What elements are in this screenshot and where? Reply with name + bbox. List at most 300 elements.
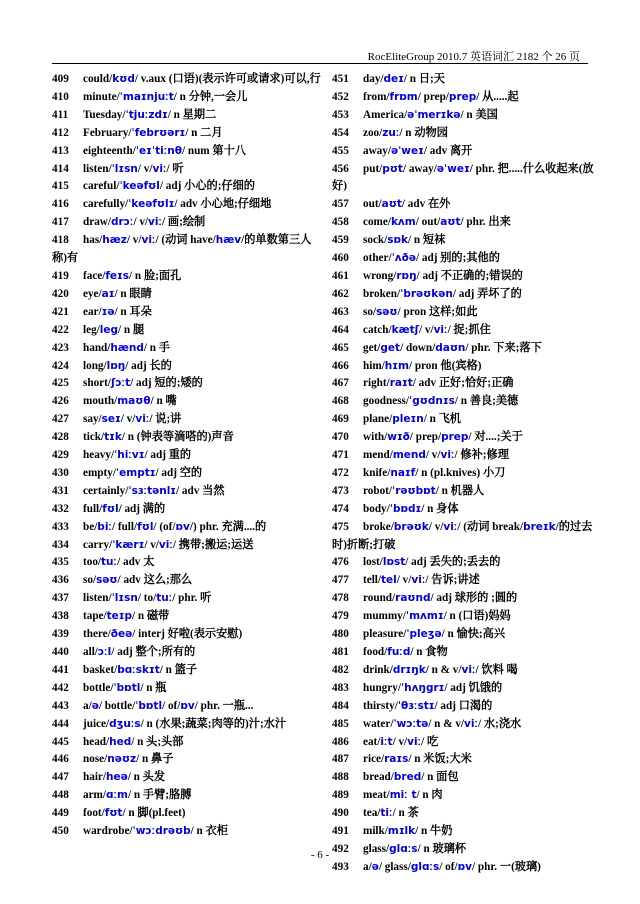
entry-text: / v/	[126, 234, 142, 247]
vocab-entry	[52, 340, 322, 358]
phonetic: fʊl	[137, 520, 154, 533]
entry-text: / 从.....起	[476, 90, 519, 103]
entry-text: full/	[83, 502, 103, 515]
phonetic: bɑːskɪt	[117, 663, 160, 676]
entry-number: 426	[52, 395, 69, 408]
entry-number: 441	[52, 663, 69, 676]
entry-number: 427	[52, 413, 69, 426]
entry-text: / 听	[166, 162, 184, 175]
entry-text: carry/	[83, 538, 113, 551]
entry-text: / v/	[428, 520, 444, 533]
entry-text: / phr. 下来;落下	[465, 341, 542, 354]
entry-text: basket/	[83, 663, 118, 676]
entry-text: / n 衣柜	[190, 825, 228, 838]
phonetic: aʊt	[381, 198, 402, 211]
right-column	[332, 71, 602, 877]
phonetic: ɒv	[175, 520, 190, 533]
entry-text: / phr. 一(玻璃)	[472, 860, 541, 873]
phonetic: naɪf	[390, 466, 416, 479]
entry-text: goodness/	[363, 395, 410, 408]
page-number: - 6 -	[310, 849, 330, 861]
entry-text: / n 磁带	[132, 610, 170, 623]
phonetic: raɪs	[384, 753, 409, 766]
entry-text: / n 肉	[416, 789, 443, 802]
entry-text: carefully/	[83, 198, 129, 211]
entry-number: 457	[332, 198, 349, 211]
entry-text: / n 分钟,一会儿	[173, 90, 248, 103]
entry-number: 493	[332, 860, 349, 873]
vocab-entry	[52, 447, 322, 465]
phonetic: ˈmʌmɪ	[405, 610, 444, 623]
entry-number: 464	[332, 323, 349, 336]
entry-text: / n 头发	[127, 771, 166, 784]
vocab-entry	[332, 322, 602, 340]
phonetic: heə	[106, 771, 128, 784]
phonetic: teɪp	[106, 610, 133, 623]
vocab-entry	[52, 89, 322, 107]
phonetic: ˈmaɪnjuːt	[119, 90, 174, 103]
entry-text: with/	[363, 431, 388, 444]
entry-text: / n 嘴	[150, 395, 177, 408]
entry-text: too/	[83, 556, 102, 569]
entry-number: 434	[52, 538, 69, 551]
entry-text: / 对....;关于	[468, 431, 523, 444]
entry-text: / n 脸;面孔	[129, 269, 182, 282]
entry-number: 460	[332, 252, 349, 265]
entry-number: 450	[52, 825, 69, 838]
vocab-entry	[52, 769, 322, 787]
entry-text: listen/	[83, 592, 112, 605]
phonetic: əˈweɪ	[436, 162, 470, 175]
phonetic: hæz	[102, 234, 127, 247]
vocab-entry	[52, 698, 322, 716]
entry-text: / adv 在外	[401, 198, 451, 211]
entry-text: long/	[83, 359, 107, 372]
vocab-entry	[332, 662, 602, 680]
entry-text: sock/	[363, 234, 388, 247]
entry-text: catch/	[363, 323, 392, 336]
vocab-entry	[52, 71, 322, 89]
phonetic: bred	[393, 771, 422, 784]
entry-number: 412	[52, 126, 69, 139]
vocab-entry	[332, 196, 602, 214]
vocab-entry	[52, 143, 322, 161]
entry-text: / n (口语)妈妈	[443, 610, 511, 623]
phonetic: fʊt	[104, 807, 123, 820]
vocab-entry	[52, 429, 322, 447]
entry-number: 433	[52, 520, 69, 533]
entry-text: short/	[83, 377, 111, 390]
entry-number: 461	[332, 269, 349, 282]
entry-text: empty/	[83, 466, 116, 479]
vocab-entry	[332, 519, 602, 555]
entry-text: bottle/	[83, 681, 114, 694]
entry-text: / v/	[396, 574, 412, 587]
page-header: RocEliteGroup 2010.7 英语词汇 2182 个 26 页	[367, 51, 580, 63]
entry-text: nose/	[83, 753, 108, 766]
entry-text: him/	[363, 359, 385, 372]
entry-number: 475	[332, 520, 349, 533]
vocab-entry	[52, 501, 322, 519]
entry-text: / n 动物园	[399, 126, 448, 139]
entry-text: / n 耳朵	[114, 305, 152, 318]
phonetic: ˈkeəfʊl	[119, 180, 160, 193]
entry-number: 418	[52, 234, 69, 247]
vocab-entry	[332, 161, 602, 197]
entry-text: / adj 饥饿的	[444, 681, 503, 694]
entry-text: / n 愉快;高兴	[441, 628, 506, 641]
entry-number: 452	[332, 90, 349, 103]
entry-text: hair/	[83, 771, 106, 784]
entry-number: 445	[52, 735, 69, 748]
phonetic: ˈeɪˈtiːnθ	[135, 144, 182, 157]
phonetic: frɒm	[389, 90, 418, 103]
entry-text: / n & v/	[425, 663, 462, 676]
entry-number: 454	[332, 126, 349, 139]
entry-number: 480	[332, 628, 349, 641]
phonetic: lɒst	[382, 556, 406, 569]
entry-text: foot/	[83, 807, 105, 820]
entry-text: / 饮料 喝	[475, 663, 518, 676]
entry-text: eighteenth/	[83, 144, 136, 157]
phonetic: mɪlk	[387, 825, 416, 838]
entry-text: / 水;浇水	[478, 717, 522, 730]
entry-text: / away/	[402, 162, 437, 175]
entry-number: 435	[52, 556, 69, 569]
entry-text: / interj 好啦(表示安慰)	[132, 628, 243, 641]
phonetic: ɔːl	[97, 646, 112, 658]
entry-text: / n 眼睛	[114, 287, 152, 300]
entry-text: glass/	[363, 842, 390, 855]
vocab-entry	[332, 71, 602, 89]
entry-text: drink/	[363, 663, 393, 676]
entry-text: careful/	[83, 180, 120, 193]
entry-number: 473	[332, 484, 349, 497]
phonetic: viː	[158, 538, 173, 551]
phonetic: viː	[440, 449, 455, 462]
vocab-entry	[52, 268, 322, 286]
entry-text: / of/	[162, 699, 181, 712]
vocab-entry	[332, 358, 602, 376]
entry-text: / n 星期二	[167, 108, 217, 121]
entry-text: / adv 当然	[176, 484, 225, 497]
phonetic: raɪt	[389, 377, 413, 390]
entry-text: so/	[83, 574, 97, 587]
phonetic: hed	[109, 735, 132, 748]
phonetic: viː	[443, 520, 458, 533]
phonetic: ˈbɒdɪ	[389, 502, 422, 515]
entry-text: / adj 短的;矮的	[130, 377, 203, 390]
vocab-entry	[52, 572, 322, 590]
entry-number: 431	[52, 484, 69, 497]
vocab-entry	[332, 268, 602, 286]
entry-number: 484	[332, 699, 349, 712]
entry-text: a/	[83, 699, 92, 712]
phonetic: iːt	[380, 735, 393, 748]
entry-text: mummy/	[363, 610, 406, 623]
vocab-entry	[332, 751, 602, 769]
entry-text: / 说;讲	[149, 413, 182, 426]
phonetic: glɑːs	[389, 842, 418, 855]
entry-text: / n (水果;蔬菜;肉等的)汁;水汁	[140, 717, 287, 730]
entry-text: / adv 小心地;仔细地	[174, 198, 272, 211]
entry-text: bread/	[363, 771, 394, 784]
phonetic: ˈkærɪ	[112, 538, 145, 551]
entry-number: 411	[52, 108, 69, 121]
entry-number: 491	[332, 825, 349, 838]
entry-text: / n 飞机	[423, 413, 461, 426]
phonetic: ɪə	[101, 305, 115, 318]
entry-text: / n 头;头部	[131, 735, 184, 748]
entry-number: 410	[52, 90, 69, 103]
entry-text: / v/	[392, 735, 408, 748]
entry-text: / adj 丢失的;丢去的	[405, 556, 501, 569]
entry-number: 488	[332, 771, 349, 784]
entry-text: / phr. 出来	[460, 216, 511, 229]
entry-text: wardrobe/	[83, 825, 133, 838]
entry-number: 492	[332, 842, 349, 855]
entry-text: mend/	[363, 449, 393, 462]
phonetic: ðeə	[110, 628, 133, 641]
entry-text: / adj 小心的;仔细的	[159, 180, 255, 193]
entry-text: /的过去时)折断;打破	[332, 520, 593, 551]
phonetic: ˈlɪsn	[111, 592, 138, 605]
vocab-entry	[52, 375, 322, 393]
entry-text: other/	[363, 252, 392, 265]
phonetic: daʊn	[435, 341, 466, 354]
entry-text: / n 茶	[392, 807, 419, 820]
phonetic: drɪŋk	[392, 663, 426, 676]
entry-number: 478	[332, 592, 349, 605]
vocab-entry	[52, 823, 322, 841]
entry-text: rice/	[363, 753, 385, 766]
entry-text: day/	[363, 73, 384, 85]
entry-number: 463	[332, 305, 349, 318]
entry-text: heavy/	[83, 449, 115, 462]
entry-text: /的单数第三人称)有	[52, 234, 312, 265]
entry-text: / adv 这么;那么	[117, 574, 193, 587]
entry-text: all/	[83, 646, 98, 658]
entry-text: / of/	[439, 860, 458, 873]
phonetic: prep	[441, 431, 469, 444]
vocab-entry	[52, 751, 322, 769]
phonetic: ˈsɜːtənlɪ	[128, 484, 177, 497]
entry-text: a/	[363, 860, 372, 873]
phonetic: aʊt	[440, 216, 461, 229]
vocab-entry	[52, 483, 322, 501]
entry-text: / out/	[415, 216, 441, 229]
entry-text: meat/	[363, 789, 390, 802]
phonetic: zuː	[382, 126, 400, 139]
vocab-entry	[332, 107, 602, 125]
vocab-entry	[332, 680, 602, 698]
entry-text: / 吃	[421, 735, 439, 748]
phonetic: viː	[461, 663, 476, 676]
entry-text: / adj 整个;所有的	[111, 646, 196, 658]
phonetic: raʊnd	[395, 592, 431, 605]
phonetic: ˈfebrʊərɪ	[131, 126, 186, 139]
entry-text: / n 善良;美德	[454, 395, 519, 408]
phonetic: miː t	[389, 789, 417, 802]
phonetic: mend	[392, 449, 426, 462]
entry-number: 443	[52, 699, 69, 712]
entry-number: 487	[332, 753, 349, 766]
entry-number: 425	[52, 377, 69, 390]
entry-number: 453	[332, 108, 349, 121]
entry-text: / prep/	[409, 431, 442, 444]
vocab-entry	[52, 805, 322, 823]
entry-text: milk/	[363, 825, 388, 838]
entry-text: thirsty/	[363, 699, 398, 712]
phonetic: tuː	[156, 592, 173, 605]
entry-number: 429	[52, 449, 69, 462]
entry-text: / pron 他(宾格)	[408, 359, 482, 372]
phonetic: viː	[148, 216, 163, 229]
entry-text: / pron 这样;如此	[397, 305, 478, 318]
vocab-entry	[332, 805, 602, 823]
phonetic: viː	[152, 162, 167, 175]
entry-text: put/	[363, 162, 383, 175]
entry-text: / 告诉;讲述	[425, 574, 480, 587]
vocab-entry	[332, 572, 602, 590]
entry-number: 438	[52, 610, 69, 623]
phonetic: pʊt	[382, 162, 403, 175]
entry-text: / phr. 听	[172, 592, 212, 605]
phonetic: viː	[411, 574, 426, 587]
phonetic: feɪs	[105, 269, 130, 282]
vocab-entry	[52, 107, 322, 125]
phonetic: ɒv	[180, 699, 195, 712]
phonetic: aɪ	[101, 287, 115, 300]
entry-text: / n 面包	[421, 771, 459, 784]
entry-text: certainly/	[83, 484, 129, 497]
entry-text: robot/	[363, 484, 393, 497]
entry-text: out/	[363, 198, 382, 211]
entry-number: 483	[332, 681, 349, 694]
entry-text: / adj 满的	[118, 502, 166, 515]
entry-number: 437	[52, 592, 69, 605]
phonetic: fuːd	[387, 646, 411, 658]
entry-text: / adj 别的;其他的	[416, 252, 500, 265]
entry-number: 421	[52, 305, 69, 318]
vocab-entry	[332, 608, 602, 626]
entry-text: from/	[363, 90, 390, 103]
vocab-entry	[332, 214, 602, 232]
vocab-entry	[52, 393, 322, 411]
phonetic: hɪm	[384, 359, 409, 372]
entry-number: 420	[52, 287, 69, 300]
entry-text: / n 身体	[421, 502, 459, 515]
vocab-entry	[52, 196, 322, 214]
vocab-entry	[332, 554, 602, 572]
phonetic: seɪ	[101, 413, 121, 426]
entry-number: 469	[332, 413, 349, 426]
entry-text: / n 短袜	[408, 234, 446, 247]
entry-text: / n 牛奶	[415, 825, 453, 838]
vocab-entry	[52, 680, 322, 698]
entry-text: has/	[83, 234, 103, 247]
entry-number: 442	[52, 681, 69, 694]
phonetic: lɒŋ	[106, 359, 126, 372]
entry-text: America/	[363, 108, 408, 121]
entry-text: / adv 离开	[423, 144, 473, 157]
phonetic: ˈlɪsn	[111, 162, 138, 175]
entry-number: 415	[52, 180, 69, 193]
phonetic: ˈbrəʊkən	[400, 287, 453, 300]
phonetic: wɪð	[387, 431, 410, 444]
entry-text: /) phr. 充满....的	[189, 520, 267, 533]
entry-text: / n 机器人	[435, 484, 485, 497]
entry-text: right/	[363, 377, 390, 390]
phonetic: sɒk	[387, 234, 408, 247]
entry-number: 417	[52, 216, 69, 229]
entry-number: 481	[332, 646, 349, 658]
phonetic: səʊ	[96, 574, 118, 587]
entry-number: 422	[52, 323, 69, 336]
entry-number: 413	[52, 144, 69, 157]
entry-text: Tuesday/	[83, 108, 126, 121]
entry-text: eat/	[363, 735, 381, 748]
vocab-entry	[332, 501, 602, 519]
vocab-entry	[52, 178, 322, 196]
entry-text: be/	[83, 520, 98, 533]
vocab-entry	[52, 662, 322, 680]
entry-text: / 修补;修理	[454, 449, 509, 462]
vocab-entry	[332, 429, 602, 447]
entry-text: hand/	[83, 341, 111, 354]
phonetic: ˈwɔːdrəʊb	[132, 825, 191, 838]
entry-number: 465	[332, 341, 349, 354]
phonetic: nəʊz	[107, 753, 137, 766]
phonetic: kʌm	[390, 216, 416, 229]
vocab-entry	[332, 823, 602, 841]
phonetic: ˈkeəfʊlɪ	[128, 198, 175, 211]
phonetic: tuː	[101, 556, 118, 569]
entry-text: come/	[363, 216, 391, 229]
entry-text: / n 日;天	[403, 73, 445, 85]
entry-text: / v/	[137, 162, 153, 175]
vocab-entry	[52, 286, 322, 304]
entry-text: / adj 不正确的;错误的	[416, 269, 523, 282]
vocab-entry	[332, 447, 602, 465]
entry-text: pleasure/	[363, 628, 407, 641]
entry-text: / n 玻璃杯	[417, 842, 467, 855]
entry-number: 462	[332, 287, 349, 300]
vocab-entry	[332, 304, 602, 322]
left-column	[52, 71, 322, 841]
entry-text: knife/	[363, 466, 391, 479]
entry-number: 477	[332, 574, 349, 587]
entry-text: mouth/	[83, 395, 118, 408]
vocab-entry	[332, 125, 602, 143]
phonetic: əˈmerɪkə	[407, 108, 461, 121]
entry-text: / n 脚(pl.feet)	[122, 807, 186, 820]
vocab-entry	[332, 375, 602, 393]
phonetic: ə	[91, 699, 99, 712]
entry-text: / n 食物	[410, 646, 448, 658]
entry-text: head/	[83, 735, 110, 748]
entry-text: / n 手	[143, 341, 170, 354]
vocab-entry	[332, 590, 602, 608]
entry-text: food/	[363, 646, 388, 658]
vocab-entry	[332, 769, 602, 787]
entry-text: / to/	[137, 592, 157, 605]
phonetic: viː	[407, 735, 422, 748]
entry-number: 409	[52, 73, 69, 85]
entry-text: lost/	[363, 556, 383, 569]
entry-text: / glass/	[378, 860, 411, 873]
entry-text: / adj 球形的 ;圆的	[430, 592, 518, 605]
